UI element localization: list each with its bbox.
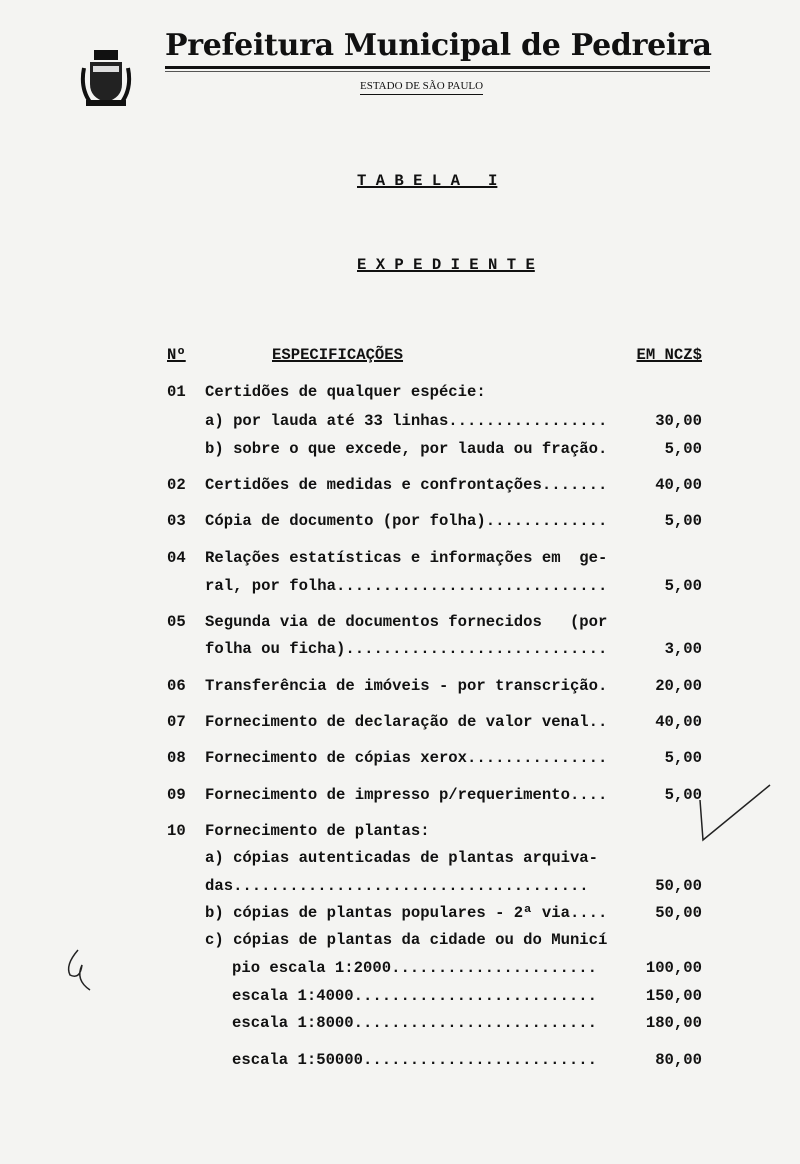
row-specification: Fornecimento de impresso p/requerimento....	[205, 786, 608, 804]
row-value: 40,00	[655, 476, 702, 494]
row-specification: a) por lauda até 33 linhas.................	[205, 412, 608, 430]
row-value: 180,00	[645, 1014, 702, 1032]
row-specification: Transferência de imóveis - por transcrição.	[205, 677, 608, 695]
row-value: 50,00	[655, 877, 702, 895]
row-specification: Certidões de medidas e confrontações.......	[205, 476, 608, 494]
row-value: 80,00	[655, 1051, 702, 1069]
row-specification: escala 1:4000..........................	[232, 987, 597, 1005]
row-number: 01	[167, 383, 186, 401]
section-title: E X P E D I E N T E	[357, 256, 535, 274]
row-specification: Fornecimento de cópias xerox...............	[205, 749, 608, 767]
row-number: 07	[167, 713, 186, 731]
row-number: 09	[167, 786, 186, 804]
column-header-number: Nº	[167, 346, 186, 364]
row-specification: Cópia de documento (por folha).............	[205, 512, 608, 530]
row-value: 40,00	[655, 713, 702, 731]
row-value: 30,00	[655, 412, 702, 430]
row-value: 5,00	[664, 749, 702, 767]
row-value: 100,00	[645, 959, 702, 977]
row-specification: b) cópias de plantas populares - 2ª via....	[205, 904, 608, 922]
row-specification: c) cópias de plantas da cidade ou do Municí	[205, 931, 608, 949]
row-specification: escala 1:8000..........................	[232, 1014, 597, 1032]
row-specification: Fornecimento de declaração de valor venal..	[205, 713, 608, 731]
column-header-spec: ESPECIFICAÇÕES	[272, 346, 404, 364]
page-title: Prefeitura Municipal de Pedreira	[165, 28, 712, 63]
row-specification: b) sobre o que excede, por lauda ou fração.	[205, 440, 608, 458]
coat-of-arms-logo	[72, 30, 124, 90]
row-value: 50,00	[655, 904, 702, 922]
row-specification: Segunda via de documentos fornecidos (por	[205, 613, 608, 631]
row-specification: Fornecimento de plantas:	[205, 822, 430, 840]
row-value: 150,00	[645, 987, 702, 1005]
header-rule	[165, 66, 710, 69]
row-number: 06	[167, 677, 186, 695]
row-value: 5,00	[664, 440, 702, 458]
header-subtitle: ESTADO DE SÃO PAULO	[360, 80, 483, 95]
row-value: 5,00	[664, 577, 702, 595]
row-specification: a) cópias autenticadas de plantas arquiva-	[205, 849, 599, 867]
handwritten-initial	[60, 945, 100, 995]
header-rule-thin	[165, 71, 710, 72]
table-title: T A B E L A I	[357, 172, 498, 190]
handwritten-check-mark	[695, 780, 775, 845]
row-number: 08	[167, 749, 186, 767]
row-number: 02	[167, 476, 186, 494]
row-specification: ral, por folha.............................	[205, 577, 608, 595]
row-number: 04	[167, 549, 186, 567]
row-specification: folha ou ficha)............................	[205, 640, 608, 658]
row-specification: das......................................	[205, 877, 589, 895]
row-number: 03	[167, 512, 186, 530]
row-value: 5,00	[664, 512, 702, 530]
row-value: 3,00	[664, 640, 702, 658]
column-header-value: EM NCZ$	[636, 346, 702, 364]
row-value: 20,00	[655, 677, 702, 695]
row-specification: pio escala 1:2000......................	[232, 959, 597, 977]
row-value: 5,00	[664, 786, 702, 804]
row-number: 05	[167, 613, 186, 631]
row-specification: Relações estatísticas e informações em ge-	[205, 549, 608, 567]
row-specification: escala 1:50000.........................	[232, 1051, 597, 1069]
row-specification: Certidões de qualquer espécie:	[205, 383, 486, 401]
row-number: 10	[167, 822, 186, 840]
